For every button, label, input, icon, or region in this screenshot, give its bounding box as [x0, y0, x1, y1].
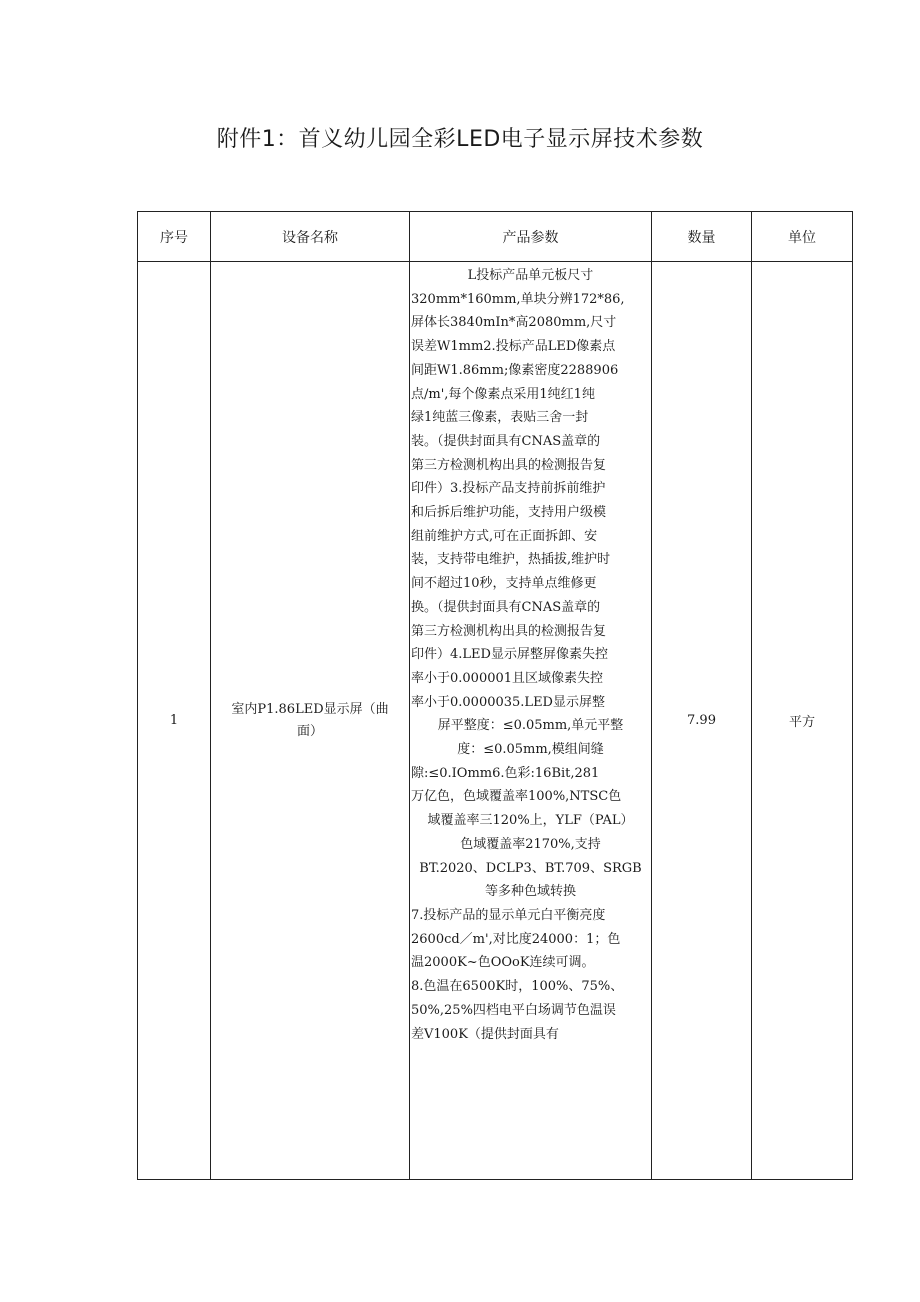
- params-line: 50%,25%四档电平白场调节色温误: [411, 1002, 616, 1018]
- header-device-name: 设备名称: [211, 212, 410, 262]
- params-line: 误差W1mm2.投标产品LED像素点: [411, 339, 616, 355]
- params-line: 8.色温在6500K时，100%、75%、: [411, 979, 624, 995]
- params-line: 色域覆盖率2170%,支持: [460, 836, 601, 852]
- header-index: 序号: [138, 212, 211, 262]
- header-quantity: 数量: [652, 212, 752, 262]
- params-line: BT.2020、DCLP3、BT.709、SRGB: [419, 860, 642, 876]
- table-row: [138, 262, 853, 1180]
- params-line: 点/m',每个像素点采用1纯红1纯: [411, 386, 595, 402]
- cell-device-name: [211, 262, 410, 1180]
- device-name-line-2: 面）: [296, 723, 323, 739]
- cell-unit: 平方: [752, 262, 853, 1180]
- params-line: 组前维护方式,可在正面拆卸、安: [411, 528, 598, 544]
- params-line: 320mm*160mm,单块分辨172*86,: [411, 291, 625, 307]
- params-line: 第三方检测机构出具的检测报告复: [411, 623, 607, 639]
- params-line: 差V100K（提供封面具有: [411, 1026, 559, 1042]
- params-line: 和后拆后维护功能，支持用户级模: [411, 505, 607, 521]
- document-title: 附件1：首义幼儿园全彩LED电子显示屏技术参数: [216, 127, 704, 152]
- params-line: 绿1纯蓝三像素，表贴三舍一封: [411, 410, 589, 426]
- params-line: 换。（提供封面具有CNAS盖章的: [411, 599, 601, 615]
- params-line: 印件）3.投标产品支持前拆前维护: [411, 481, 606, 497]
- device-name-line-1: 室内P1.86LED显示屏（曲: [231, 701, 389, 717]
- params-line: 7.投标产品的显示单元白平衡亮度: [411, 907, 606, 923]
- cell-index: 1: [138, 262, 211, 1180]
- params-line: 屏体长3840mIn*高2080mm,尺寸: [411, 315, 617, 331]
- params-line: L投标产品单元板尺寸: [467, 268, 594, 283]
- header-product-params: 产品参数: [410, 212, 652, 262]
- params-line: 印件）4.LED显示屏整屏像素失控: [411, 647, 608, 663]
- params-line: 率小于0.0000035.LED显示屏整: [411, 694, 605, 710]
- params-line: 装。（提供封面具有CNAS盖章的: [411, 433, 601, 449]
- params-line: 屏平整度：≤0.05mm,单元平整: [437, 718, 624, 734]
- params-line: 2600cd／m',对比度24000：1；色: [411, 931, 621, 947]
- params-line: 间不超过10秒，支持单点维修更: [411, 576, 597, 592]
- table-header-row: [138, 212, 853, 262]
- params-line: 域覆盖率三120%上，YLF（PAL）: [427, 813, 634, 829]
- params-line: 万亿色，色域覆盖率100%,NTSC色: [411, 789, 622, 805]
- params-line: 装，支持带电维护，热插拔,维护时: [411, 552, 611, 568]
- params-line: 率小于0.000001且区域像素失控: [411, 670, 604, 686]
- params-line: 间距W1.86mm;像素密度2288906: [411, 362, 619, 378]
- cell-quantity: 7.99: [652, 262, 752, 1180]
- cell-product-params: [410, 262, 652, 1180]
- header-unit: 单位: [752, 212, 853, 262]
- params-line: 第三方检测机构出具的检测报告复: [411, 457, 607, 473]
- params-line: 等多种色域转换: [484, 884, 576, 900]
- spec-table: [137, 211, 853, 1180]
- params-line: 隙:≤0.IOmm6.色彩:16Bit,281: [411, 765, 600, 781]
- params-line: 度：≤0.05mm,模组间缝: [457, 742, 604, 758]
- params-line: 温2000K~色OOoK连续可调。: [411, 955, 595, 971]
